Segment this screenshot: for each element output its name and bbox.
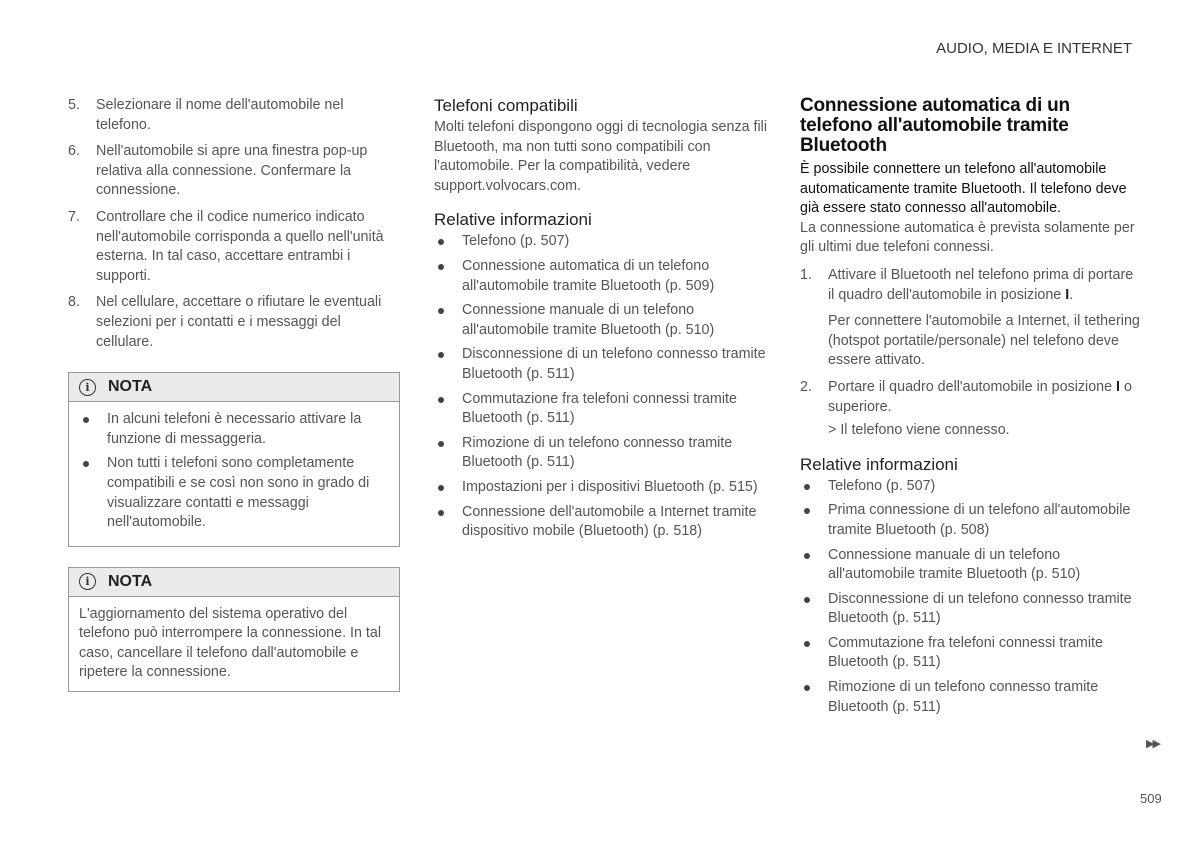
related-links (800, 477, 1140, 718)
list-item (79, 410, 389, 449)
related-link-text[interactable]: Connessione manuale di un telefono all'automobile tramite Bluetooth (p. 510) (828, 546, 1081, 583)
related-link[interactable] (800, 590, 1140, 629)
related-link-text[interactable]: Connessione dell'automobile a Internet tramite dispositivo mobile (Bluetooth) (p. 518) (462, 503, 757, 540)
step-text: Selezionare il nome dell'automobile nel telefono. (96, 97, 344, 133)
bullet-icon (800, 546, 828, 585)
info-icon: i (79, 379, 96, 396)
bullet-icon (434, 301, 462, 340)
related-link-text[interactable]: Impostazioni per i dispositivi Bluetooth (p. 515) (462, 478, 758, 495)
related-link[interactable] (434, 345, 774, 384)
note-title: NOTA (108, 572, 153, 590)
note-item-text: In alcuni telefoni è necessario attivare la funzione di messaggeria. (107, 411, 362, 447)
related-link-text[interactable]: Rimozione di un telefono connesso tramite Bluetooth (p. 511) (828, 679, 1099, 715)
related-link-text[interactable]: Connessione manuale di un telefono all'automobile tramite Bluetooth (p. 510) (462, 302, 715, 338)
article-title: Connessione automatica di un telefono all'automobile tramite Bluetooth (800, 95, 1070, 156)
bullet-icon (434, 434, 462, 473)
column-left (68, 96, 400, 692)
related-link-text[interactable]: Connessione automatica di un telefono all'automobile tramite Bluetooth (p. 509) (462, 257, 715, 294)
related-link-text[interactable]: Rimozione di un telefono connesso tramite Bluetooth (p. 511) (462, 434, 733, 471)
list-item (68, 96, 400, 135)
column-right (800, 96, 1140, 722)
step-text: Nel cellulare, accettare o rifiutare le eventuali selezioni per i contatti e i messaggi del cellulare. (96, 294, 382, 350)
bullet-icon (434, 390, 462, 429)
heading-related-info: Relative informazioni (800, 454, 958, 474)
bullet-icon (79, 454, 107, 532)
related-link-text[interactable]: Commutazione fra telefoni connessi tramite Bluetooth (p. 511) (828, 634, 1103, 671)
related-link[interactable] (800, 634, 1140, 673)
bullet-icon (434, 232, 462, 252)
bullet-icon (800, 634, 828, 673)
list-item (68, 208, 400, 286)
step-number: 1. (800, 266, 812, 283)
ignition-position: I (1065, 286, 1070, 303)
note-title: NOTA (108, 378, 153, 396)
bullet-icon (800, 477, 828, 497)
related-link[interactable] (800, 546, 1140, 585)
related-link[interactable] (800, 477, 1140, 497)
heading-compatible-phones: Telefoni compatibili (434, 96, 578, 115)
list-item (79, 454, 389, 532)
note-header (69, 568, 399, 597)
section-header: AUDIO, MEDIA E INTERNET (936, 40, 1132, 57)
bullet-icon (800, 590, 828, 629)
related-link-text[interactable]: Disconnessione di un telefono connesso tramite Bluetooth (p. 511) (462, 346, 766, 382)
related-link-text[interactable]: Disconnessione di un telefono connesso tramite Bluetooth (p. 511) (828, 590, 1132, 627)
bullet-icon (434, 257, 462, 296)
bullet-icon (800, 501, 828, 540)
bullet-icon (79, 410, 107, 449)
bullet-icon (434, 503, 462, 542)
bullet-icon (800, 678, 828, 717)
compatibility-paragraph: Molti telefoni dispongono oggi di tecnologia senza fili Bluetooth, ma non tutti sono compatibili con l'automobile. Per la compatibilità, vedere support.volvocars.com. (434, 119, 768, 194)
related-link-text[interactable]: Prima connessione di un telefono all'automobile tramite Bluetooth (p. 508) (828, 502, 1131, 538)
note-body (69, 402, 399, 546)
related-link[interactable] (800, 501, 1140, 540)
note-box-messaging (68, 372, 400, 547)
list-item (68, 293, 400, 352)
related-link-text[interactable]: Telefono (p. 507) (462, 233, 570, 250)
related-link-text[interactable]: Commutazione fra telefoni connessi tramite Bluetooth (p. 511) (462, 390, 737, 427)
column-middle (434, 96, 774, 547)
continue-arrow-icon: ▶▶ (1146, 738, 1159, 750)
step-text-main: Attivare il Bluetooth nel telefono prima di portare il quadro dell'automobile in posizione (828, 266, 1134, 303)
step-text (828, 266, 1140, 305)
related-link-text[interactable]: Telefono (p. 507) (828, 477, 936, 494)
step-result: > Il telefono viene connesso. (828, 422, 1010, 439)
list-item (800, 378, 1140, 417)
list-item (68, 142, 400, 201)
step-text: Controllare che il codice numerico indicato nell'automobile corrisponda a quello nell'unità esterna. In tal caso, accettare entrambi i supporti. (96, 208, 384, 284)
related-links (434, 232, 774, 541)
step-number: 5. (68, 97, 80, 113)
procedure-steps (800, 266, 1140, 305)
related-link[interactable] (434, 232, 774, 252)
related-link[interactable] (434, 503, 774, 542)
step-list (68, 96, 400, 352)
procedure-steps (800, 378, 1140, 417)
related-link[interactable] (434, 434, 774, 473)
step-number: 7. (68, 208, 80, 225)
related-link[interactable] (800, 678, 1140, 717)
step-text-tail: o superiore. (828, 378, 1132, 415)
step-text: Nell'automobile si apre una finestra pop-up relativa alla connessione. Confermare la connessione. (96, 143, 368, 199)
related-link[interactable] (434, 478, 774, 498)
page-number: 509 (1140, 791, 1162, 806)
step-number: 6. (68, 143, 80, 160)
note-header (69, 373, 399, 402)
info-icon: i (79, 573, 96, 590)
bullet-icon (434, 345, 462, 384)
bullet-icon (434, 478, 462, 498)
step-number: 2. (800, 378, 812, 395)
note-list (79, 410, 389, 533)
note-item-text: Non tutti i telefoni sono completamente compatibili e se così non sono in grado di visualizzare contatti e messaggi nell'automobile. (107, 455, 370, 531)
step-subtext: Per connettere l'automobile a Internet, il tethering (hotspot portatile/personale) nel telefono deve essere attivato. (828, 313, 1140, 369)
related-link[interactable] (434, 390, 774, 429)
article-lead: È possibile connettere un telefono all'automobile automaticamente tramite Bluetooth. Il telefono deve già essere stato connesso all'automobile. (800, 161, 1127, 217)
list-item (800, 266, 1140, 305)
step-number: 8. (68, 294, 80, 311)
note-box-update (68, 567, 400, 692)
note-body: L'aggiornamento del sistema operativo del telefono può interrompere la connessione. In tal caso, cancellare il telefono dall'automobile e ripetere la connessione. (79, 605, 382, 681)
ignition-position: I (1116, 378, 1121, 395)
related-link[interactable] (434, 257, 774, 296)
step-text (828, 378, 1140, 417)
step-text-tail: . (1069, 286, 1074, 303)
article-paragraph: La connessione automatica è prevista solamente per gli ultimi due telefoni connessi. (800, 219, 1135, 256)
heading-related-info: Relative informazioni (434, 210, 592, 230)
step-text-main: Portare il quadro dell'automobile in posizione (828, 378, 1117, 395)
related-link[interactable] (434, 301, 774, 340)
